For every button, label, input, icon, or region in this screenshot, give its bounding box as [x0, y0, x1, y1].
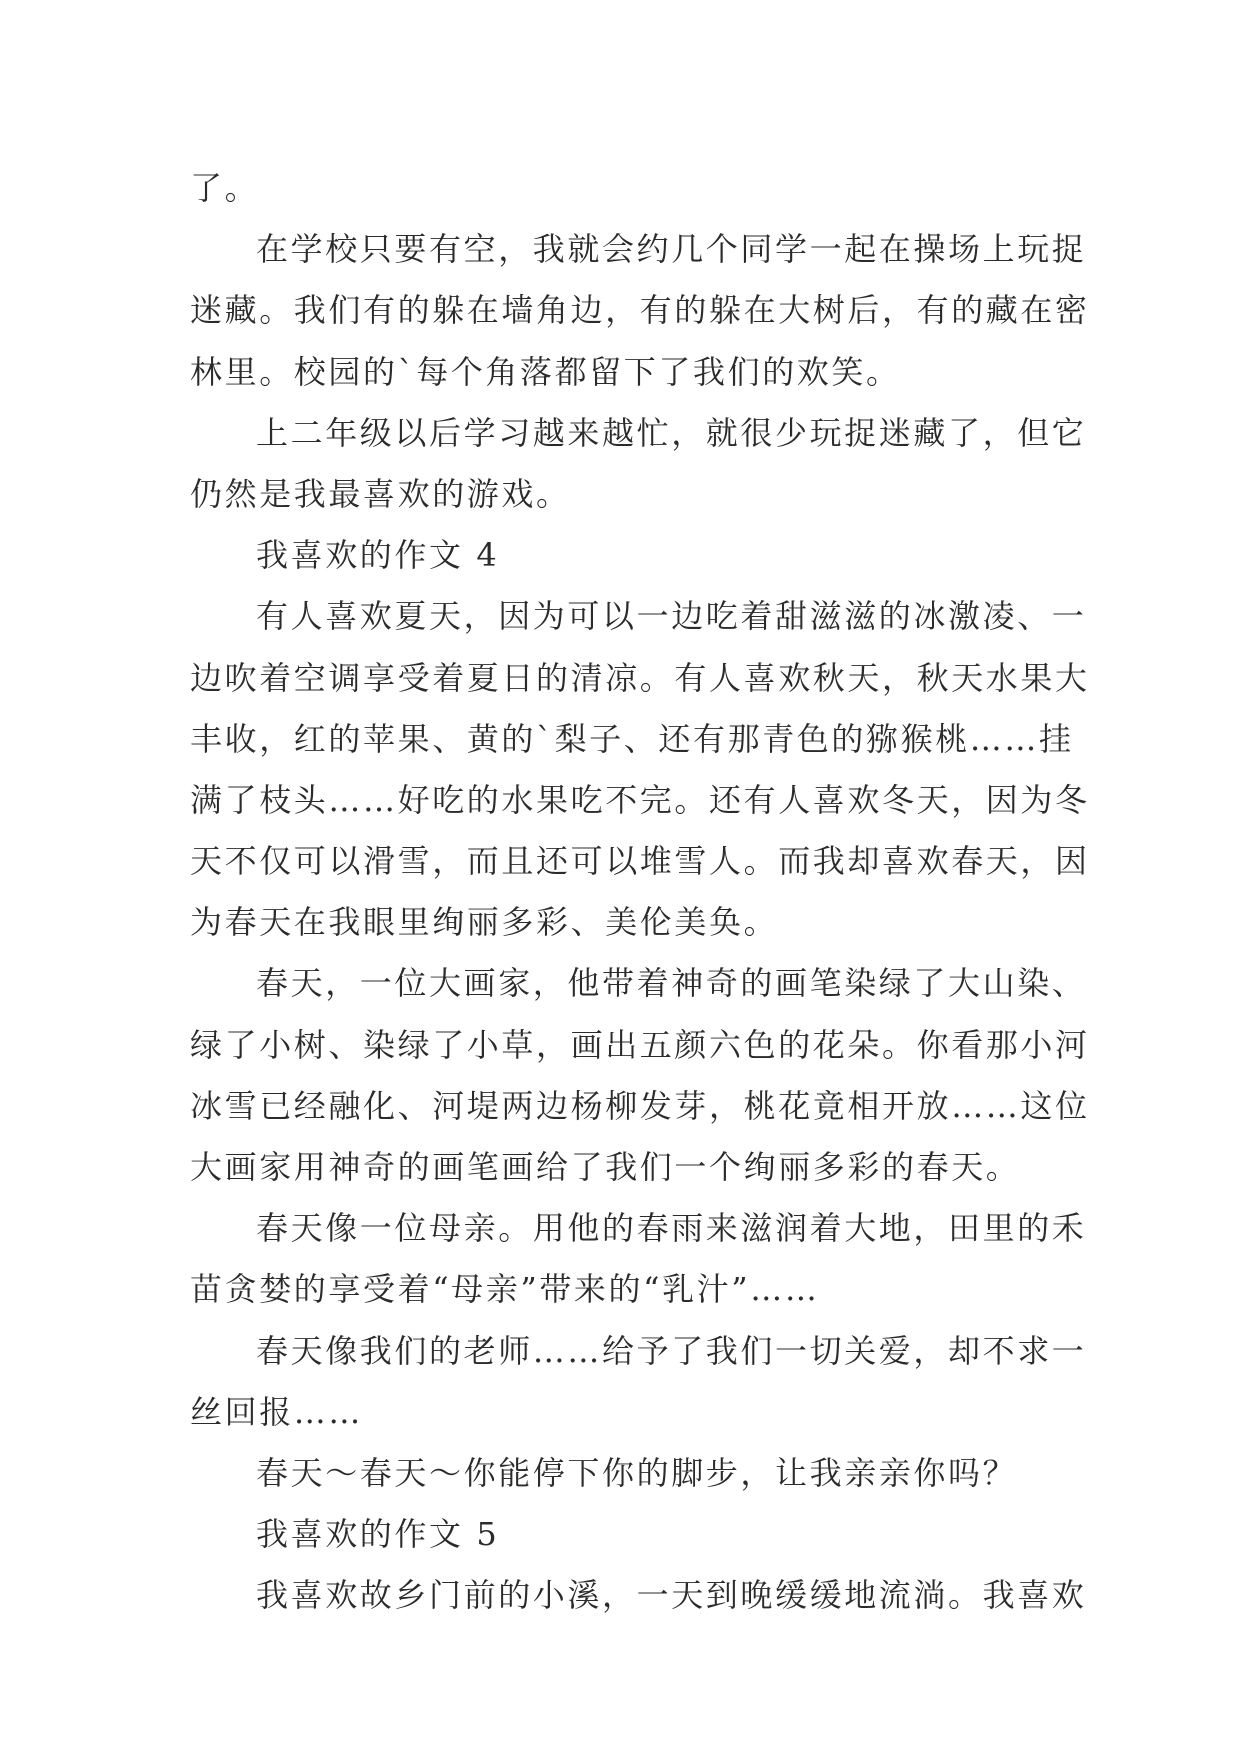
text-line: 满了枝头……好吃的水果吃不完。还有人喜欢冬天，因为冬	[190, 780, 1090, 819]
text-line: 上二年级以后学习越来越忙，就很少玩捉迷藏了，但它	[256, 413, 1087, 452]
text-line: 春天，一位大画家，他带着神奇的画笔染绿了大山染、	[256, 964, 1087, 1003]
text-line: 春天～春天～你能停下你的脚步，让我亲亲你吗？	[256, 1453, 1018, 1492]
text-line: 了。	[190, 169, 260, 207]
essay-text	[190, 158, 1090, 1627]
text-line: 绿了小树、染绿了小草，画出五颜六色的花朵。你看那小河	[190, 1025, 1090, 1064]
text-line: 我喜欢故乡门前的小溪，一天到晚缓缓地流淌。我喜欢	[256, 1576, 1087, 1615]
text-line: 大画家用神奇的画笔画给了我们一个绚丽多彩的春天。	[190, 1148, 1021, 1186]
text-line: 天不仅可以滑雪，而且还可以堆雪人。而我却喜欢春天，因	[190, 842, 1090, 881]
section-heading: 我喜欢的作文 5	[256, 1515, 500, 1554]
text-line: 在学校只要有空，我就会约几个同学一起在操场上玩捉	[256, 230, 1087, 269]
text-line: 有人喜欢夏天，因为可以一边吃着甜滋滋的冰激凌、一	[256, 597, 1087, 636]
text-line: 冰雪已经融化、河堤两边杨柳发芽，桃花竟相开放……这位	[190, 1086, 1090, 1125]
text-line: 为春天在我眼里绚丽多彩、美伦美奂。	[190, 903, 779, 942]
text-line: 丝回报……	[190, 1392, 364, 1431]
section-heading: 我喜欢的作文 4	[256, 536, 500, 575]
text-line: 丰收，红的苹果、黄的`梨子、还有那青色的猕猴桃……挂	[190, 719, 1074, 758]
text-line: 林里。校园的`每个角落都留下了我们的欢笑。	[190, 352, 901, 391]
text-line: 春天像我们的老师……给予了我们一切关爱，却不求一	[256, 1331, 1087, 1370]
text-line: 春天像一位母亲。用他的春雨来滋润着大地，田里的禾	[256, 1209, 1087, 1248]
text-line: 迷藏。我们有的躲在墙角边，有的躲在大树后，有的藏在密	[190, 291, 1090, 330]
text-line: 边吹着空调享受着夏日的清凉。有人喜欢秋天，秋天水果大	[190, 658, 1090, 697]
text-line: 仍然是我最喜欢的游戏。	[190, 474, 571, 513]
text-line: 苗贪婪的享受着“母亲”带来的“乳汁”……	[190, 1270, 820, 1309]
